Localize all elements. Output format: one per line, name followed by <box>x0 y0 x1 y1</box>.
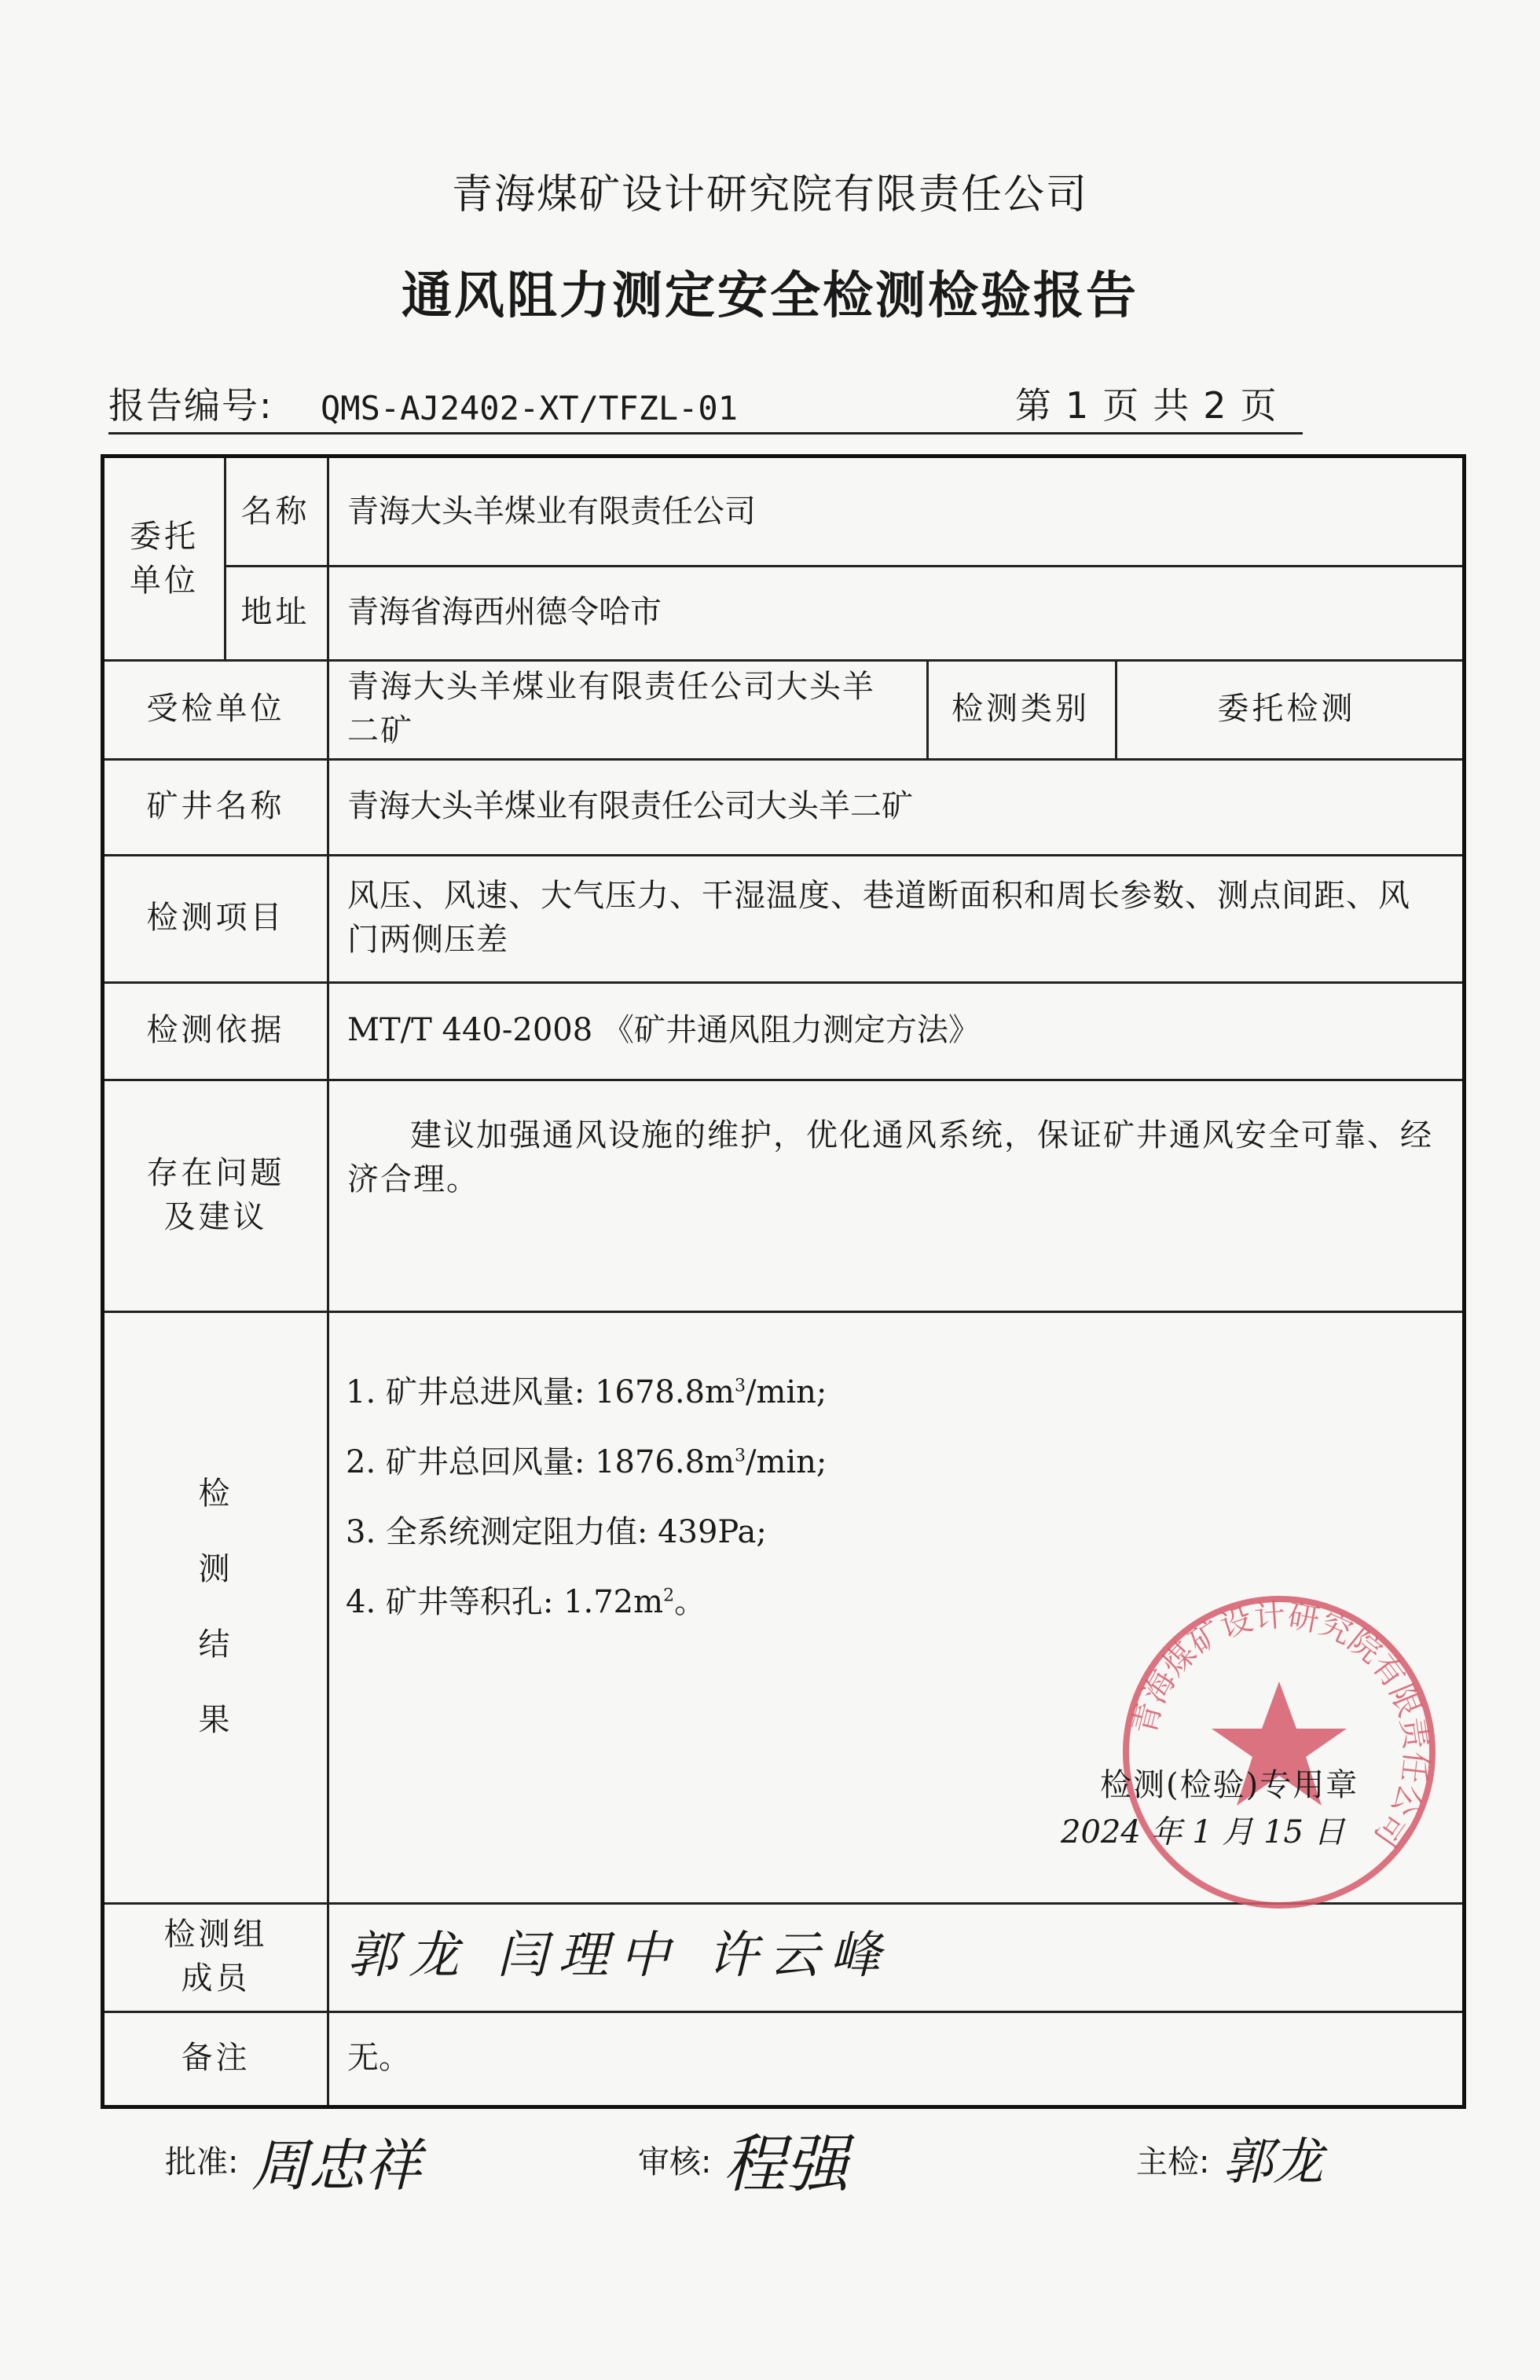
test-basis-label: 检测依据 <box>146 1012 285 1048</box>
result-item: 3. 全系统测定阻力值: 439Pa; <box>346 1514 767 1550</box>
team-signatures: 郭龙 闫理中 许云峰 <box>347 1927 892 1986</box>
client-address-value: 青海省海西州德令哈市 <box>347 594 662 630</box>
stamp-caption: 检测(检验)专用章 <box>1100 1767 1359 1803</box>
result-item: 1. 矿井总进风量: $1678.8m^3/\min$; <box>346 1374 827 1410</box>
company-name: 青海煤矿设计研究院有限责任公司 <box>451 171 1088 218</box>
result-item: 2. 矿井总回风量: $1876.8m^3/\min$; <box>346 1444 827 1480</box>
page-word: 第 <box>1015 384 1056 427</box>
report-number-line <box>108 385 1303 435</box>
results-list <box>346 1367 827 1647</box>
issues-value: 建议加强通风设施的维护，优化通风系统，保证矿井通风安全可靠、经济合理。 <box>347 1117 1433 1197</box>
inspected-unit-label: 受检单位 <box>146 691 285 727</box>
results-label: 检 测 结 果 <box>198 1475 233 1738</box>
approve-label: 批准: <box>165 2144 239 2180</box>
report-number: QMS-AJ2402-XT/TFZL-01 <box>321 389 739 427</box>
issues-label: 存在问题及建议 <box>146 1154 285 1235</box>
remarks-value: 无。 <box>347 2040 410 2076</box>
review-label: 审核: <box>638 2144 712 2180</box>
chief-label: 主检: <box>1136 2144 1210 2180</box>
page-word: 页 <box>1102 384 1144 427</box>
test-category-label: 检测类别 <box>952 691 1090 727</box>
inspected-unit-value: 青海大头羊煤业有限责任公司大头羊二矿 <box>347 669 875 749</box>
svg-text:青海煤矿设计研究院有限责任公司: 青海煤矿设计研究院有限责任公司 <box>1126 1597 1435 1854</box>
page-word: 共 <box>1153 384 1194 427</box>
client-unit-label: 委托单位 <box>130 519 199 599</box>
review-signature: 程强 <box>723 2128 849 2201</box>
official-seal-icon <box>1114 1587 1444 1917</box>
page-indicator <box>1010 377 1286 429</box>
report-number-label: 报告编号: <box>108 384 273 427</box>
client-name-value: 青海大头羊煤业有限责任公司 <box>347 493 756 530</box>
page-total: 2 <box>1203 384 1231 427</box>
test-category-value: 委托检测 <box>1217 691 1356 727</box>
result-item: 4. 矿井等积孔: $1.72m^2$。 <box>346 1584 706 1620</box>
test-basis-value: MT/T 440-2008 《矿井通风阻力测定方法》 <box>347 1012 980 1048</box>
stamp-date: 2024 年 1 月 15 日 <box>1061 1814 1345 1850</box>
team-label: 检测组成员 <box>163 1916 268 1997</box>
client-address-label: 地址 <box>240 594 310 630</box>
approve-signature: 周忠祥 <box>251 2132 422 2198</box>
page-current: 1 <box>1065 384 1094 427</box>
document-title: 通风阻力测定安全检测检验报告 <box>402 267 1138 325</box>
page-word: 页 <box>1240 384 1282 427</box>
mine-name-value: 青海大头羊煤业有限责任公司大头羊二矿 <box>347 788 913 824</box>
test-items-value: 风压、风速、大气压力、干湿温度、巷道断面积和周长参数、测点间距、风门两侧压差 <box>347 878 1410 958</box>
mine-name-label: 矿井名称 <box>146 788 285 824</box>
remarks-label: 备注 <box>181 2040 251 2076</box>
client-name-label: 名称 <box>240 493 310 530</box>
test-items-label: 检测项目 <box>146 900 285 936</box>
chief-signature: 郭龙 <box>1223 2133 1323 2191</box>
